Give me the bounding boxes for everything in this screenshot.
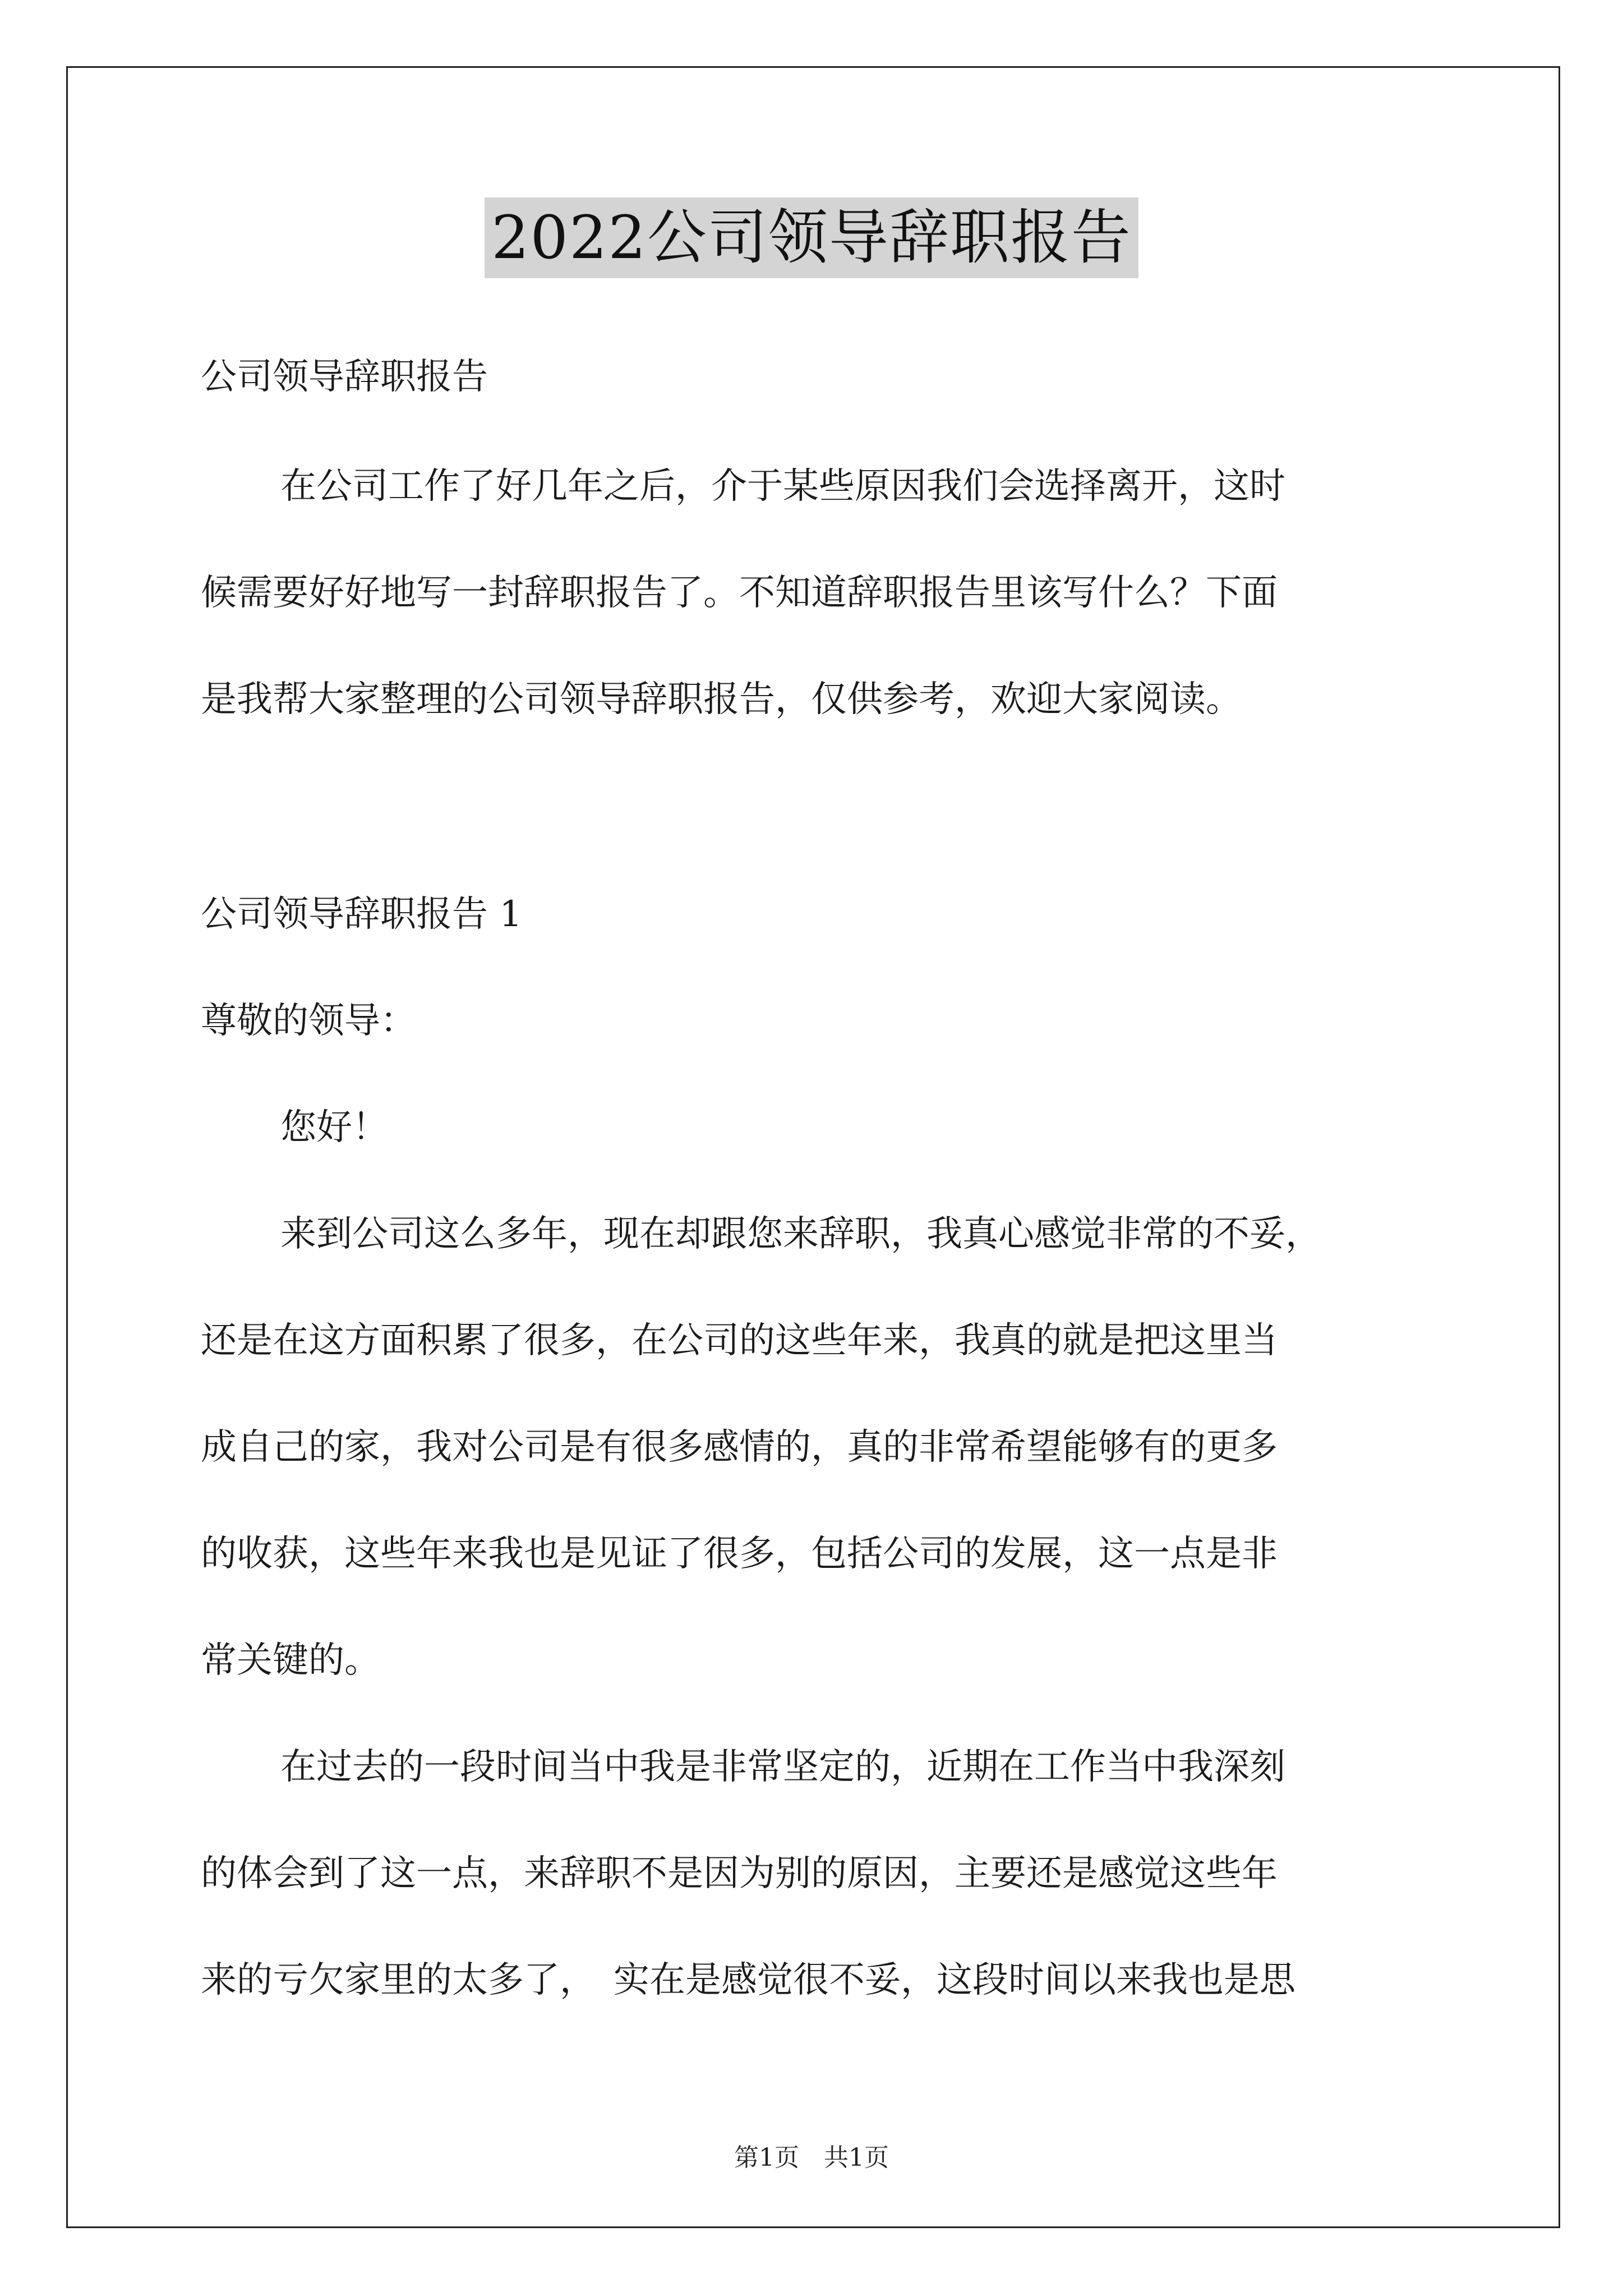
title-container [0,197,1623,278]
intro-line: 候需要好好地写一封辞职报告了。不知道辞职报告里该写什么？下面 [201,572,1278,614]
greeting: 您好！ [280,1107,388,1148]
paragraph-line: 常关键的。 [201,1640,380,1681]
paragraph-line: 成自己的家，我对公司是有很多感情的，真的非常希望能够有的更多 [201,1427,1278,1468]
section-heading: 公司领导辞职报告 1 [201,894,523,935]
intro-line: 是我帮大家整理的公司领导辞职报告，仅供参考，欢迎大家阅读。 [201,679,1242,720]
paragraph-line: 的收获，这些年来我也是见证了很多，包括公司的发展，这一点是非 [201,1533,1278,1575]
salutation: 尊敬的领导： [201,1000,416,1042]
page-footer: 第1页 共1页 [734,2143,889,2172]
paragraph-line: 还是在这方面积累了很多，在公司的这些年来，我真的就是把这里当 [201,1320,1278,1361]
paragraph-line: 来的亏欠家里的太多了， 实在是感觉很不妥，这段时间以来我也是思 [201,1959,1295,2001]
subtitle: 公司领导辞职报告 [201,356,488,398]
intro-line: 在公司工作了好几年之后，介于某些原因我们会选择离开，这时 [280,466,1285,507]
document-title: 2022公司领导辞职报告 [485,197,1138,278]
paragraph-line: 来到公司这么多年，现在却跟您来辞职，我真心感觉非常的不妥， [280,1213,1321,1255]
paragraph-line: 在过去的一段时间当中我是非常坚定的，近期在工作当中我深刻 [280,1746,1285,1788]
paragraph-line: 的体会到了这一点，来辞职不是因为别的原因，主要还是感觉这些年 [201,1853,1278,1894]
